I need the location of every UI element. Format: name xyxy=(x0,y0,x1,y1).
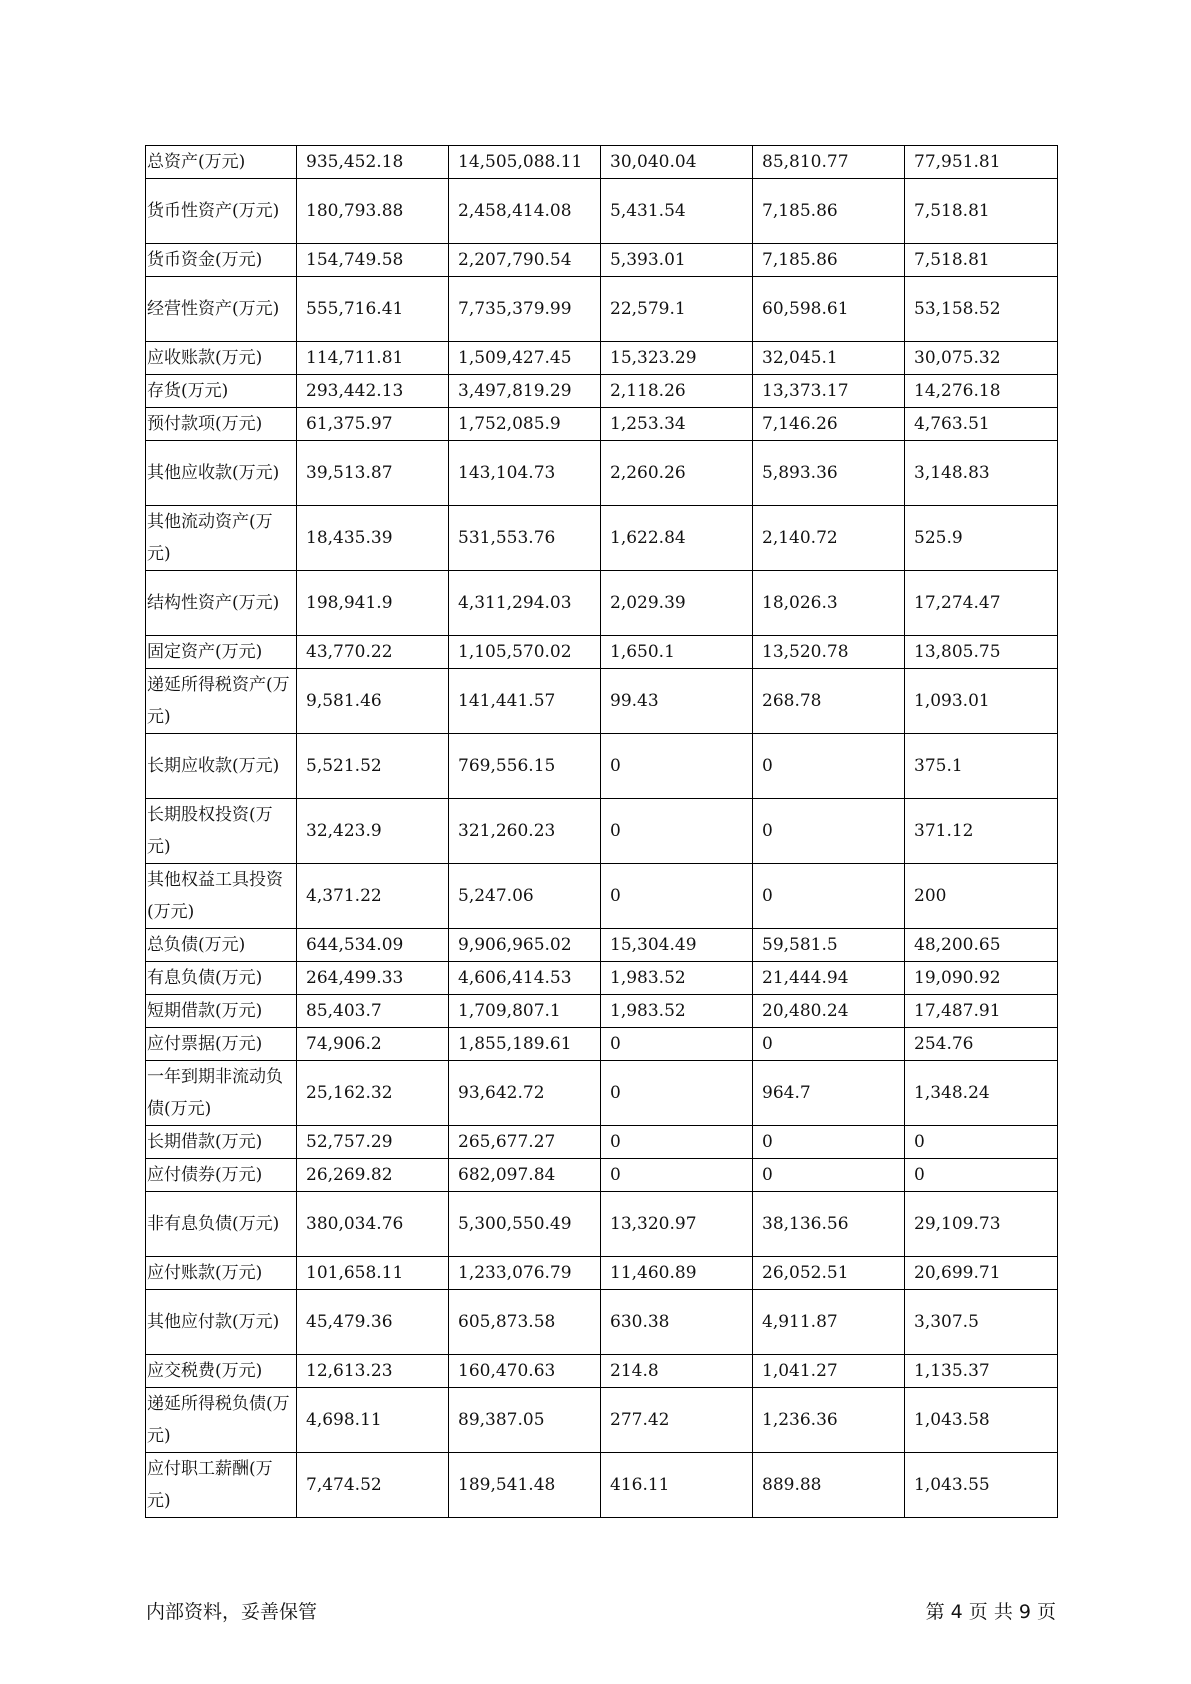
value-cell: 25,162.32 xyxy=(297,1061,449,1126)
value-cell: 0 xyxy=(601,1159,753,1192)
value-cell: 7,185.86 xyxy=(753,179,905,244)
row-label: 固定资产(万元) xyxy=(146,636,297,669)
table-row xyxy=(146,1257,1058,1290)
value-cell: 964.7 xyxy=(753,1061,905,1126)
row-label: 应付职工薪酬(万元) xyxy=(146,1453,297,1518)
row-label: 其他流动资产(万元) xyxy=(146,506,297,571)
value-cell: 7,518.81 xyxy=(905,244,1058,277)
table-row xyxy=(146,636,1058,669)
footer-page-number: 第 4 页 共 9 页 xyxy=(925,1601,1056,1623)
row-label: 一年到期非流动负债(万元) xyxy=(146,1061,297,1126)
row-label: 应交税费(万元) xyxy=(146,1355,297,1388)
value-cell: 198,941.9 xyxy=(297,571,449,636)
value-cell: 293,442.13 xyxy=(297,375,449,408)
value-cell: 935,452.18 xyxy=(297,146,449,179)
value-cell: 1,043.58 xyxy=(905,1388,1058,1453)
footer-confidential-note: 内部资料，妥善保管 xyxy=(146,1601,318,1623)
value-cell: 0 xyxy=(753,1126,905,1159)
table-row xyxy=(146,962,1058,995)
row-label: 货币性资产(万元) xyxy=(146,179,297,244)
table-row xyxy=(146,669,1058,734)
table-body xyxy=(146,146,1058,1518)
table-row xyxy=(146,244,1058,277)
value-cell: 268.78 xyxy=(753,669,905,734)
table-row xyxy=(146,506,1058,571)
value-cell: 531,553.76 xyxy=(449,506,601,571)
value-cell: 26,052.51 xyxy=(753,1257,905,1290)
value-cell: 1,093.01 xyxy=(905,669,1058,734)
value-cell: 59,581.5 xyxy=(753,929,905,962)
value-cell: 1,855,189.61 xyxy=(449,1028,601,1061)
value-cell: 154,749.58 xyxy=(297,244,449,277)
value-cell: 4,698.11 xyxy=(297,1388,449,1453)
value-cell: 555,716.41 xyxy=(297,277,449,342)
value-cell: 254.76 xyxy=(905,1028,1058,1061)
value-cell: 189,541.48 xyxy=(449,1453,601,1518)
value-cell: 39,513.87 xyxy=(297,441,449,506)
value-cell: 1,043.55 xyxy=(905,1453,1058,1518)
value-cell: 1,135.37 xyxy=(905,1355,1058,1388)
value-cell: 101,658.11 xyxy=(297,1257,449,1290)
value-cell: 85,810.77 xyxy=(753,146,905,179)
value-cell: 0 xyxy=(601,734,753,799)
table-row xyxy=(146,277,1058,342)
value-cell: 682,097.84 xyxy=(449,1159,601,1192)
value-cell: 1,622.84 xyxy=(601,506,753,571)
row-label: 非有息负债(万元) xyxy=(146,1192,297,1257)
value-cell: 2,118.26 xyxy=(601,375,753,408)
value-cell: 3,148.83 xyxy=(905,441,1058,506)
table-row xyxy=(146,179,1058,244)
value-cell: 265,677.27 xyxy=(449,1126,601,1159)
value-cell: 52,757.29 xyxy=(297,1126,449,1159)
value-cell: 0 xyxy=(753,864,905,929)
value-cell: 21,444.94 xyxy=(753,962,905,995)
value-cell: 0 xyxy=(601,864,753,929)
row-label: 货币资金(万元) xyxy=(146,244,297,277)
value-cell: 77,951.81 xyxy=(905,146,1058,179)
value-cell: 1,509,427.45 xyxy=(449,342,601,375)
value-cell: 3,307.5 xyxy=(905,1290,1058,1355)
row-label: 预付款项(万元) xyxy=(146,408,297,441)
value-cell: 0 xyxy=(753,1159,905,1192)
row-label: 有息负债(万元) xyxy=(146,962,297,995)
value-cell: 0 xyxy=(753,734,905,799)
value-cell: 74,906.2 xyxy=(297,1028,449,1061)
financial-data-table xyxy=(145,145,1058,1518)
value-cell: 17,274.47 xyxy=(905,571,1058,636)
value-cell: 525.9 xyxy=(905,506,1058,571)
value-cell: 26,269.82 xyxy=(297,1159,449,1192)
value-cell: 13,805.75 xyxy=(905,636,1058,669)
value-cell: 4,763.51 xyxy=(905,408,1058,441)
row-label: 递延所得税资产(万元) xyxy=(146,669,297,734)
value-cell: 2,458,414.08 xyxy=(449,179,601,244)
value-cell: 0 xyxy=(601,1061,753,1126)
value-cell: 264,499.33 xyxy=(297,962,449,995)
row-label: 递延所得税负债(万元) xyxy=(146,1388,297,1453)
value-cell: 0 xyxy=(753,799,905,864)
value-cell: 12,613.23 xyxy=(297,1355,449,1388)
value-cell: 4,606,414.53 xyxy=(449,962,601,995)
value-cell: 1,041.27 xyxy=(753,1355,905,1388)
value-cell: 644,534.09 xyxy=(297,929,449,962)
row-label: 其他应付款(万元) xyxy=(146,1290,297,1355)
table-row xyxy=(146,1061,1058,1126)
value-cell: 1,105,570.02 xyxy=(449,636,601,669)
value-cell: 43,770.22 xyxy=(297,636,449,669)
value-cell: 605,873.58 xyxy=(449,1290,601,1355)
row-label: 应付账款(万元) xyxy=(146,1257,297,1290)
row-label: 其他权益工具投资(万元) xyxy=(146,864,297,929)
value-cell: 85,403.7 xyxy=(297,995,449,1028)
value-cell: 2,260.26 xyxy=(601,441,753,506)
value-cell: 48,200.65 xyxy=(905,929,1058,962)
value-cell: 160,470.63 xyxy=(449,1355,601,1388)
row-label: 应收账款(万元) xyxy=(146,342,297,375)
value-cell: 277.42 xyxy=(601,1388,753,1453)
table-row xyxy=(146,1388,1058,1453)
value-cell: 18,026.3 xyxy=(753,571,905,636)
value-cell: 141,441.57 xyxy=(449,669,601,734)
value-cell: 375.1 xyxy=(905,734,1058,799)
table-row xyxy=(146,734,1058,799)
value-cell: 13,320.97 xyxy=(601,1192,753,1257)
row-label: 存货(万元) xyxy=(146,375,297,408)
row-label: 经营性资产(万元) xyxy=(146,277,297,342)
value-cell: 321,260.23 xyxy=(449,799,601,864)
value-cell: 60,598.61 xyxy=(753,277,905,342)
table-row xyxy=(146,799,1058,864)
value-cell: 889.88 xyxy=(753,1453,905,1518)
table-row xyxy=(146,929,1058,962)
value-cell: 13,373.17 xyxy=(753,375,905,408)
table-row xyxy=(146,1159,1058,1192)
value-cell: 7,185.86 xyxy=(753,244,905,277)
table-row xyxy=(146,1453,1058,1518)
value-cell: 114,711.81 xyxy=(297,342,449,375)
row-label: 长期应收款(万元) xyxy=(146,734,297,799)
table-row xyxy=(146,146,1058,179)
value-cell: 0 xyxy=(753,1028,905,1061)
table-row xyxy=(146,571,1058,636)
row-label: 结构性资产(万元) xyxy=(146,571,297,636)
value-cell: 214.8 xyxy=(601,1355,753,1388)
value-cell: 180,793.88 xyxy=(297,179,449,244)
table-row xyxy=(146,1355,1058,1388)
row-label: 其他应收款(万元) xyxy=(146,441,297,506)
row-label: 长期借款(万元) xyxy=(146,1126,297,1159)
value-cell: 0 xyxy=(601,799,753,864)
value-cell: 4,371.22 xyxy=(297,864,449,929)
value-cell: 9,581.46 xyxy=(297,669,449,734)
table-row xyxy=(146,1028,1058,1061)
row-label: 应付票据(万元) xyxy=(146,1028,297,1061)
value-cell: 18,435.39 xyxy=(297,506,449,571)
value-cell: 38,136.56 xyxy=(753,1192,905,1257)
table-row xyxy=(146,995,1058,1028)
value-cell: 22,579.1 xyxy=(601,277,753,342)
value-cell: 7,146.26 xyxy=(753,408,905,441)
value-cell: 769,556.15 xyxy=(449,734,601,799)
value-cell: 2,140.72 xyxy=(753,506,905,571)
table-row xyxy=(146,1126,1058,1159)
value-cell: 29,109.73 xyxy=(905,1192,1058,1257)
value-cell: 20,699.71 xyxy=(905,1257,1058,1290)
value-cell: 7,474.52 xyxy=(297,1453,449,1518)
value-cell: 0 xyxy=(905,1126,1058,1159)
value-cell: 7,735,379.99 xyxy=(449,277,601,342)
table-row xyxy=(146,1192,1058,1257)
row-label: 长期股权投资(万元) xyxy=(146,799,297,864)
value-cell: 32,045.1 xyxy=(753,342,905,375)
value-cell: 1,348.24 xyxy=(905,1061,1058,1126)
value-cell: 1,253.34 xyxy=(601,408,753,441)
value-cell: 5,431.54 xyxy=(601,179,753,244)
value-cell: 5,393.01 xyxy=(601,244,753,277)
table-row xyxy=(146,408,1058,441)
value-cell: 380,034.76 xyxy=(297,1192,449,1257)
table-row xyxy=(146,342,1058,375)
value-cell: 17,487.91 xyxy=(905,995,1058,1028)
value-cell: 1,752,085.9 xyxy=(449,408,601,441)
value-cell: 2,029.39 xyxy=(601,571,753,636)
value-cell: 4,311,294.03 xyxy=(449,571,601,636)
value-cell: 30,040.04 xyxy=(601,146,753,179)
value-cell: 0 xyxy=(905,1159,1058,1192)
value-cell: 630.38 xyxy=(601,1290,753,1355)
row-label: 应付债券(万元) xyxy=(146,1159,297,1192)
value-cell: 89,387.05 xyxy=(449,1388,601,1453)
value-cell: 5,300,550.49 xyxy=(449,1192,601,1257)
value-cell: 15,304.49 xyxy=(601,929,753,962)
value-cell: 14,505,088.11 xyxy=(449,146,601,179)
value-cell: 5,893.36 xyxy=(753,441,905,506)
value-cell: 5,247.06 xyxy=(449,864,601,929)
row-label: 总负债(万元) xyxy=(146,929,297,962)
value-cell: 5,521.52 xyxy=(297,734,449,799)
value-cell: 1,650.1 xyxy=(601,636,753,669)
value-cell: 61,375.97 xyxy=(297,408,449,441)
value-cell: 13,520.78 xyxy=(753,636,905,669)
value-cell: 14,276.18 xyxy=(905,375,1058,408)
value-cell: 7,518.81 xyxy=(905,179,1058,244)
value-cell: 15,323.29 xyxy=(601,342,753,375)
value-cell: 11,460.89 xyxy=(601,1257,753,1290)
table-row xyxy=(146,375,1058,408)
value-cell: 1,236.36 xyxy=(753,1388,905,1453)
value-cell: 99.43 xyxy=(601,669,753,734)
value-cell: 1,983.52 xyxy=(601,995,753,1028)
table-row xyxy=(146,441,1058,506)
value-cell: 416.11 xyxy=(601,1453,753,1518)
value-cell: 0 xyxy=(601,1126,753,1159)
value-cell: 143,104.73 xyxy=(449,441,601,506)
value-cell: 2,207,790.54 xyxy=(449,244,601,277)
value-cell: 1,233,076.79 xyxy=(449,1257,601,1290)
value-cell: 1,709,807.1 xyxy=(449,995,601,1028)
value-cell: 19,090.92 xyxy=(905,962,1058,995)
row-label: 短期借款(万元) xyxy=(146,995,297,1028)
value-cell: 20,480.24 xyxy=(753,995,905,1028)
value-cell: 45,479.36 xyxy=(297,1290,449,1355)
value-cell: 371.12 xyxy=(905,799,1058,864)
value-cell: 3,497,819.29 xyxy=(449,375,601,408)
value-cell: 93,642.72 xyxy=(449,1061,601,1126)
row-label: 总资产(万元) xyxy=(146,146,297,179)
value-cell: 1,983.52 xyxy=(601,962,753,995)
value-cell: 9,906,965.02 xyxy=(449,929,601,962)
table-row xyxy=(146,864,1058,929)
value-cell: 4,911.87 xyxy=(753,1290,905,1355)
value-cell: 32,423.9 xyxy=(297,799,449,864)
table-row xyxy=(146,1290,1058,1355)
value-cell: 30,075.32 xyxy=(905,342,1058,375)
value-cell: 0 xyxy=(601,1028,753,1061)
value-cell: 200 xyxy=(905,864,1058,929)
value-cell: 53,158.52 xyxy=(905,277,1058,342)
